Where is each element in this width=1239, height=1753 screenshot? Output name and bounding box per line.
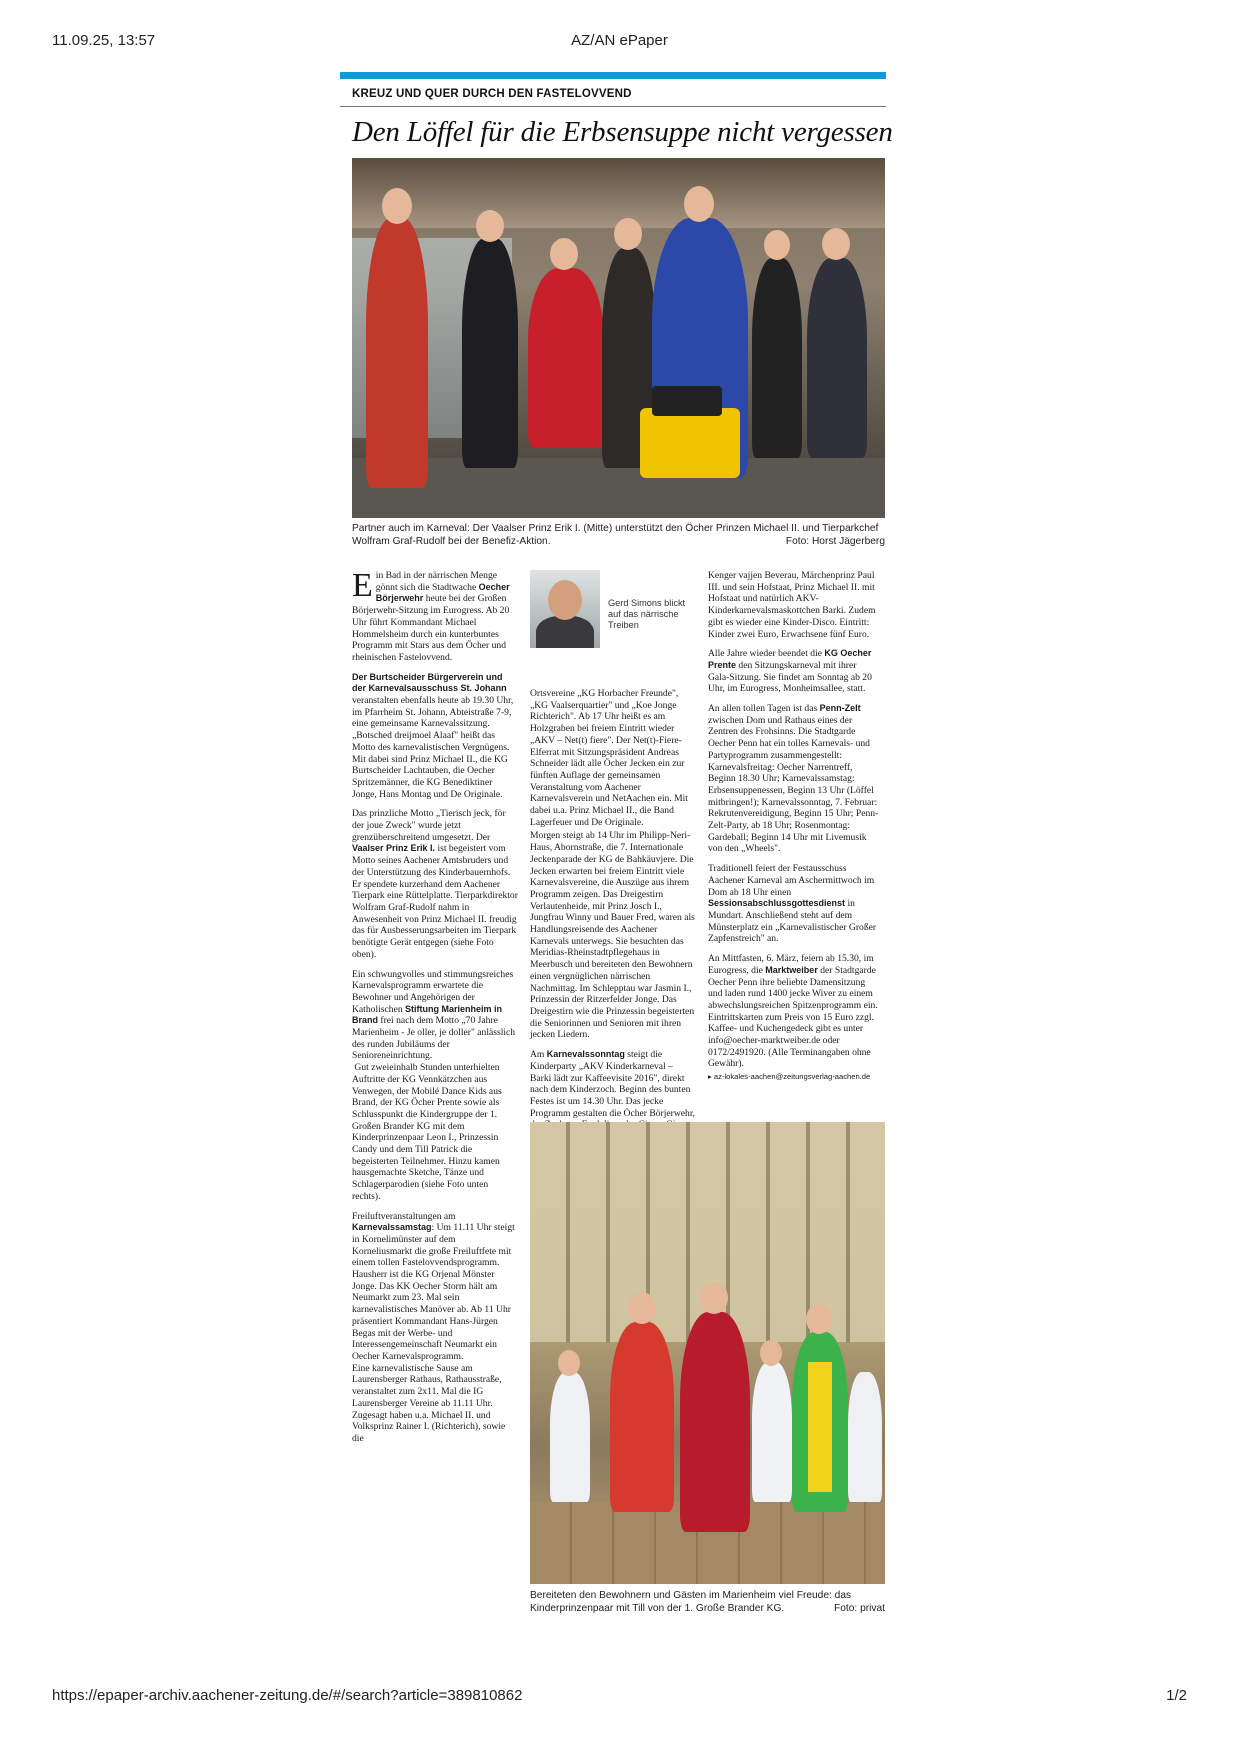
bold-lead: Penn-Zelt — [819, 703, 861, 714]
paragraph-text: veranstalten ebenfalls heute ab 19.30 Uhr, im Pfarrheim St. Johann, Abteistraße 7-9, eine gemeinsame Karnevalssitzung. „Botsched dreijmoel Alaaf" heißt das Motto des karnevalistischen Vergnügens. Mit dabei sind Prinz Michael II., die KG Burtscheider Lachtauben, die Oecher Spritzemänner, die KG Benediktiner Jonge, Hans Montag und De Originale. — [352, 695, 514, 800]
bold-lead: Stiftung Marienheim in Brand — [352, 1003, 503, 1026]
paragraph-text: : Um 11.11 Uhr steigt in Kornelimünster auf dem Korneliusmarkt die große Freiluftfete mit einem tollen Fastelovvendsprogramm. Hausherr ist die KG Orjenal Mönster Jonge. Das KK Oecher Storm hält am Neumarkt zum 23. Mal sein karnevalistisches Manöver ab. Ab 11 Uhr präsentiert Kommandant Hans-Jürgen Begas mit der Werbe- und Interessengemeinschaft Neumarkt ein Oecher Karnevalsprogramm. — [352, 1222, 515, 1362]
photo-credit: Foto: Horst Jägerberg — [785, 535, 885, 547]
paragraph-text: Eine karnevalistische Sause am Laurensberger Rathaus, Rathausstraße, veranstaltet zum 2x11. Mal die IG Laurensberger Vereine ab 11.11 Uhr. Zugesagt haben u.a. Michael II. und Volksprinz Rainer I. (Richterich), sowie die — [352, 1362, 506, 1444]
photo-credit: Foto: privat — [834, 1602, 885, 1614]
author-photo — [530, 570, 600, 648]
page-number: 1/2 — [1166, 1687, 1187, 1704]
print-datetime: 11.09.25, 13:57 — [52, 32, 156, 49]
paragraph-text: Ortsvereine „KG Horbacher Freunde", „KG Vaalserquartier" und „Koe Jonge Richterich". Ab 17 Uhr heißt es am Holzgraben bei freiem Eintritt wieder „AKV – Net(t) fiere". Der Net(t)-Fiere-Elferrat mit Sitzungspräsident Andreas Schneider lädt alle Öcher Jecken ein zur fünften Auflage der gemeinsamen Veranstaltung vom Aachener Karnevalsverein und NetAachen ein. Mit dabei u.a. Prinz Michael II., die Band Lagerfeuer und De Originale. — [530, 688, 688, 828]
photo-caption-2 — [530, 1590, 885, 1615]
bold-lead: Karnevalssamstag — [352, 1222, 432, 1233]
paragraph-text: Kenger vajjen Beverau, Märchenprinz Paul III. und sein Hofstaat, Prinz Michael II. mit Hofstaat und natürlich AKV-Kinderkarnevalsmaskottchen Barki. Zudem gibt es wieder eine Kinder-Disco. Eintritt: Kinder zwei Euro, Erwachsene fünf Euro. — [708, 570, 876, 640]
paragraph-text: frei nach dem Motto „70 Jahre Marienheim - Je oller, je doller" anlässlich des runden Jubiläums der Senioreneinrichtung. — [352, 1015, 516, 1062]
photo-caption-text: Bereiteten den Bewohnern und Gästen im Marienheim viel Freude: das Kinderprinzenpaar mit Till von der 1. Große Brander KG. — [530, 1590, 852, 1614]
marienheim-photo — [530, 1122, 885, 1584]
paragraph-text: Am — [530, 1049, 547, 1061]
print-header — [0, 32, 1239, 54]
paragraph-text: An allen tollen Tagen ist das — [708, 703, 820, 715]
paragraph-text: der Stadtgarde Oecher Penn ihre beliebte Damensitzung und laden rund 1400 jecke Wiver zu einem abwechslungsreichen Spitzenprogramm ein. Eintrittskarten zum Preis von 15 Euro zzgl. Kaffee- und Kuchengedeck gibt es unter info@oecher-marktweiber.de oder 0172/2491920. (Alle Terminangaben ohne Gewähr). — [708, 964, 878, 1070]
print-footer — [0, 1687, 1239, 1709]
bold-lead: Der Burtscheider Bürgerverein und der Karnevalsausschuss St. Johann — [352, 671, 507, 694]
rubric-divider — [340, 106, 886, 107]
page-url[interactable]: https://epaper-archiv.aachener-zeitung.de/#/search?article=389810862 — [52, 1687, 523, 1704]
photo-caption-text: Partner auch im Karneval: Der Vaalser Prinz Erik I. (Mitte) unterstützt den Öcher Prinzen Michael II. und Tierparkchef Wolfram Graf-Rudolf bei der Benefiz-Aktion. — [352, 523, 879, 547]
text-column-2 — [530, 688, 696, 1162]
photo-caption-1 — [352, 523, 885, 548]
text-column-1 — [352, 567, 518, 1453]
paragraph-text: heute bei der Großen Börjerwehr-Sitzung im Eurogress. Ab 20 Uhr führt Kommandant Michael Hommelsheim durch ein kunterbuntes Programm mit Stars aus dem Öcher und rheinischen Fastelovvend. — [352, 593, 510, 663]
paragraph-text: Alle Jahre wieder beendet die — [708, 648, 825, 660]
newspaper-article — [340, 72, 893, 1637]
accent-bar — [340, 72, 886, 79]
text-column-3 — [708, 570, 880, 1090]
carnival-prince-photo — [352, 158, 885, 518]
headline: Den Löffel für die Erbsensuppe nicht vergessen — [352, 116, 893, 148]
paragraph-text: An Mittfasten, 6. März, feiern ab 15.30, im Eurogress, die — [708, 953, 874, 976]
print-site-title: AZ/AN ePaper — [571, 32, 668, 49]
rubric: KREUZ UND QUER DURCH DEN FASTELOVVEND — [352, 88, 632, 100]
bold-lead: Karnevalssonntag — [546, 1049, 625, 1060]
paragraph-text: Ein schwungvolles und stimmungsreiches Karnevalsprogramm erwartete die Bewohner und Angehörigen der Katholischen — [352, 968, 514, 1015]
bold-lead: Vaalser Prinz Erik I. — [352, 843, 436, 854]
paragraph-text: zwischen Dom und Rathaus eines der Zentren des Frohsinns. Die Stadtgarde Oecher Penn hat ein tolles Karnevals- und Partyprogramm zusammengestellt: Karnevalsfreitag: Oecher Narrentreff, Beginn 18.30 Uhr; Karnevalssamstag: Erbsensuppenessen, Beginn 13 Uhr (Löffel mitbringen!); Karnevalssonntag, 7. Februar: Rekrutenvereidigung, Beginn 15 Uhr; Penn-Zelt-Party, ab 18 Uhr; Rosenmontag: Gardeball; Beginn 14 Uhr mit Livemusik von den „Wheels". — [708, 714, 879, 855]
paragraph-text: Gut zweieinhalb Stunden unterhielten Auftritte der KG Vennkätzchen aus Venwegen, der Mobilé Dance Kids aus Brand, der KG Öcher Prente sowie als Schlusspunkt die Kindergruppe der 1. Großen Brander KG mit dem Kinderprinzenpaar Leon I., Prinzessin Candy und dem Till Patrick die begeisterten Teilnehmer. Hinzu kamen hausgemachte Sketche, Tänze und Schlagerparodien (siehe Foto unten rechts). — [352, 1062, 502, 1202]
bold-lead: KG Oecher Prente — [708, 648, 872, 670]
contact-email[interactable]: ▸ az-lokales-aachen@zeitungsverlag-aachen.de — [708, 1072, 871, 1082]
bold-lead: Marktweiber — [765, 964, 818, 975]
bold-lead: Sessionsabschlussgottesdienst — [708, 898, 846, 909]
author-caption: Gerd Simons blickt auf das närrische Treiben — [608, 598, 686, 630]
paragraph-text: Freiluftveranstaltungen am — [352, 1210, 456, 1222]
dropcap: E — [352, 567, 373, 604]
paragraph-text: ist begeistert vom Motto seines Aachener Amtsbruders und der Unterstützung des Kinderbauernhofs. Er spendete kurzerhand dem Aachener Tierpark eine Rüttelplatte. Tierparkdirektor Wolfram Graf-Rudolf nahm in Anwesenheit von Prinz Michael II. freudig das für Ausbesserungsarbeiten im Tierpark benötigte Gerät entgegen (siehe Foto oben). — [352, 843, 518, 960]
paragraph-text: steigt die Kinderparty „AKV Kinderkarneval – Barki lädt zur Kaffeevisite 2016", direkt nach dem Kinderzoch. Beginn des bunten Festes ist um 14.30 Uhr. Das jecke Programm gestalten die Öcher Börjerwehr, — [530, 1049, 696, 1119]
paragraph-text: Traditionell feiert der Festausschuss Aachener Karneval am Aschermittwoch im Dom ab 18 Uhr einen — [708, 863, 875, 898]
paragraph-text: in Bad in der närrischen Menge gönnt sich die Stadtwache — [375, 570, 497, 593]
bold-lead: Oecher Börjerwehr — [375, 581, 510, 604]
paragraph-text: den Sitzungskarneval mit ihrer Gala-Sitzung. Sie findet am Sonntag ab 20 Uhr, im Eurogress, Monheimsallee, statt. — [708, 659, 872, 695]
paragraph-text: Das prinzliche Motto „Tierisch jeck, för der joue Zweck" wurde jetzt grenzüberschreitend umgesetzt. Der — [352, 808, 506, 843]
paragraph-text: in Mundart. Anschließend steht auf dem Münsterplatz ein „Karnevalistischer Großer Zapfenstreich" an. — [708, 898, 877, 945]
author-box — [530, 570, 696, 680]
paragraph-text: Morgen steigt ab 14 Uhr im Philipp-Neri-Haus, Abornstraße, die 7. Internationale Jeckenparade der KG de Bahkäuvjere. Die Jecken erwarten bei freiem Eintritt viele Karnevalsvereine, die Auszüge aus ihrem Programm zeigen. Das Dreigestirn Verlautenheide, mit Prinz Josch I., Jungfrau Winny und Bauer Fred, waren als Handlungsreisende des Aachener Karnevals unterwegs. Sie besuchten das Meridias-Rheinstadtpflegehaus in Meerbusch und bereiteten den Bewohnern einen vergnüglichen närrischen Nachmittag. Im Schlepptau war Jasmin I., Prinzessin der Ritzerfelder Jonge. Das Dreigestirn wie die Prinzessin begeisterten die Seniorinnen und Senioren mit ihren jecken Liedern. — [530, 830, 695, 1041]
